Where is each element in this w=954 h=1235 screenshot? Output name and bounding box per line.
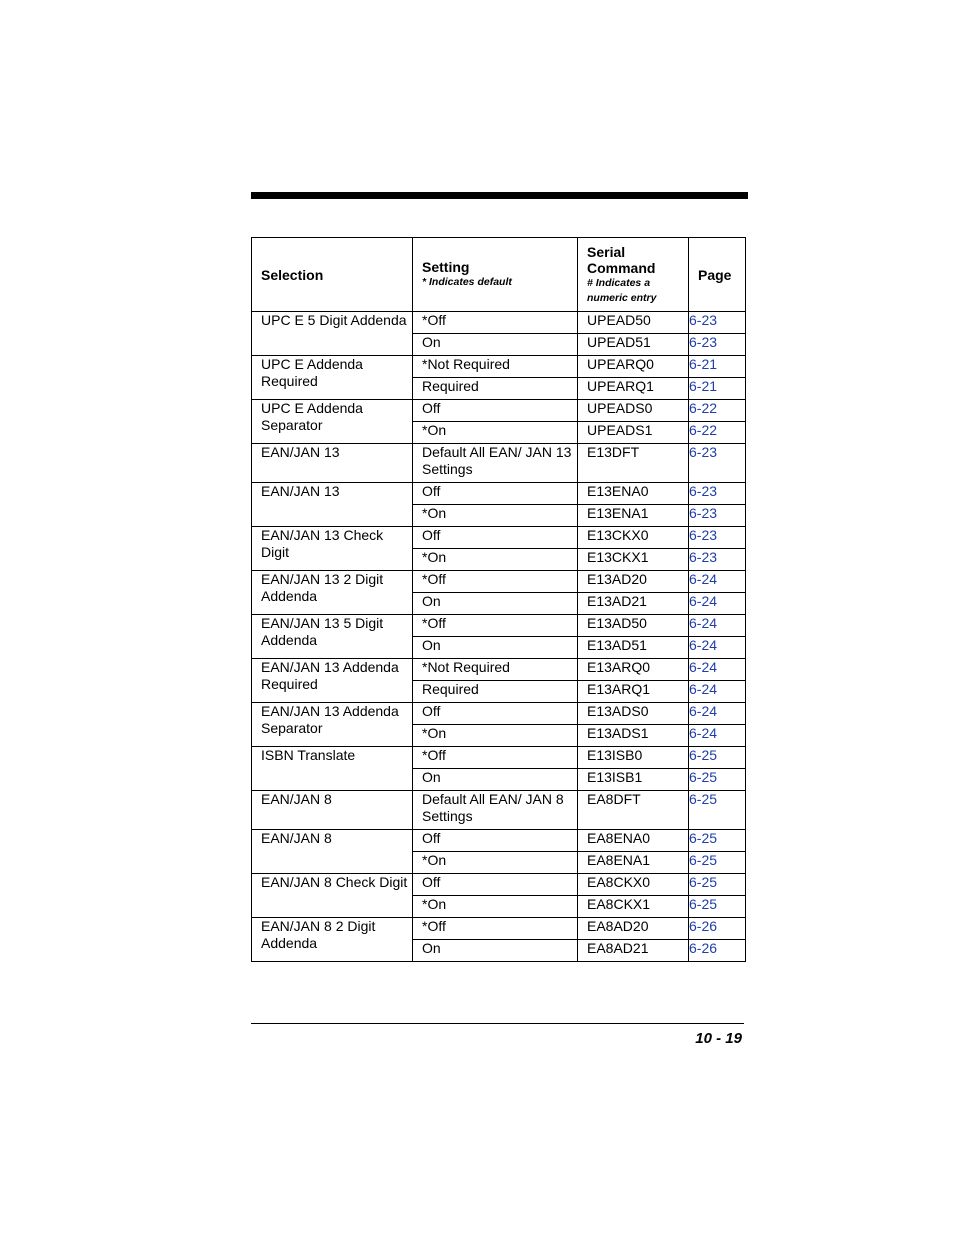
command-cell: EA8CKX1 bbox=[578, 896, 689, 918]
footer-rule bbox=[251, 1023, 744, 1024]
command-table bbox=[251, 237, 746, 962]
table-row bbox=[252, 444, 746, 483]
setting-cell: *Off bbox=[413, 615, 578, 637]
command-cell: UPEAD51 bbox=[578, 334, 689, 356]
setting-cell: Off bbox=[413, 483, 578, 505]
command-cell: EA8AD21 bbox=[578, 940, 689, 962]
command-cell: E13DFT bbox=[578, 444, 689, 483]
setting-cell: *On bbox=[413, 422, 578, 444]
page-link[interactable]: 6-24 bbox=[689, 615, 718, 631]
page-link[interactable]: 6-26 bbox=[689, 918, 718, 934]
page-cell bbox=[689, 769, 746, 791]
command-cell: E13ISB0 bbox=[578, 747, 689, 769]
selection-cell: EAN/JAN 13 2 Digit Addenda bbox=[252, 571, 413, 615]
command-cell: UPEARQ0 bbox=[578, 356, 689, 378]
setting-cell: Default All EAN/ JAN 13 Settings bbox=[413, 444, 578, 483]
table-row bbox=[252, 830, 746, 852]
page-cell bbox=[689, 725, 746, 747]
selection-cell: UPC E Addenda Required bbox=[252, 356, 413, 400]
setting-cell: *Off bbox=[413, 747, 578, 769]
setting-cell: *Off bbox=[413, 571, 578, 593]
selection-cell: EAN/JAN 8 2 Digit Addenda bbox=[252, 918, 413, 962]
page-link[interactable]: 6-21 bbox=[689, 356, 718, 372]
setting-cell: Off bbox=[413, 400, 578, 422]
page-link[interactable]: 6-24 bbox=[689, 681, 718, 697]
command-cell: E13AD21 bbox=[578, 593, 689, 615]
header-serial-note2: numeric entry bbox=[587, 291, 657, 304]
selection-cell: EAN/JAN 13 5 Digit Addenda bbox=[252, 615, 413, 659]
table-row bbox=[252, 400, 746, 422]
page-link[interactable]: 6-24 bbox=[689, 659, 718, 675]
selection-cell: EAN/JAN 13 Addenda Separator bbox=[252, 703, 413, 747]
page-cell bbox=[689, 637, 746, 659]
selection-cell: EAN/JAN 13 Check Digit bbox=[252, 527, 413, 571]
table-row bbox=[252, 615, 746, 637]
page-cell bbox=[689, 747, 746, 769]
setting-cell: Off bbox=[413, 703, 578, 725]
setting-cell: On bbox=[413, 637, 578, 659]
page-cell bbox=[689, 527, 746, 549]
header-row bbox=[252, 238, 746, 312]
page-cell bbox=[689, 571, 746, 593]
setting-cell: *Off bbox=[413, 312, 578, 334]
setting-cell: On bbox=[413, 593, 578, 615]
setting-cell: *On bbox=[413, 505, 578, 527]
header-page: Page bbox=[689, 238, 746, 312]
table-row bbox=[252, 918, 746, 940]
page-cell bbox=[689, 830, 746, 852]
page-link[interactable]: 6-25 bbox=[689, 896, 718, 912]
page-cell bbox=[689, 400, 746, 422]
top-rule bbox=[251, 192, 748, 199]
page-link[interactable]: 6-25 bbox=[689, 830, 718, 846]
page-cell bbox=[689, 703, 746, 725]
page-cell bbox=[689, 422, 746, 444]
setting-cell: On bbox=[413, 334, 578, 356]
page-link[interactable]: 6-25 bbox=[689, 791, 718, 807]
page-link[interactable]: 6-23 bbox=[689, 483, 718, 499]
table-row bbox=[252, 791, 746, 830]
page-cell bbox=[689, 681, 746, 703]
page-link[interactable]: 6-24 bbox=[689, 637, 718, 653]
page-cell bbox=[689, 940, 746, 962]
selection-cell: UPC E 5 Digit Addenda bbox=[252, 312, 413, 356]
header-serial-line2: Command bbox=[587, 259, 656, 276]
page-cell bbox=[689, 483, 746, 505]
page-cell bbox=[689, 356, 746, 378]
header-setting-note: * Indicates default bbox=[422, 276, 512, 288]
page-number: 10 - 19 bbox=[695, 1030, 742, 1047]
selection-cell: EAN/JAN 8 Check Digit bbox=[252, 874, 413, 918]
page-cell bbox=[689, 549, 746, 571]
page-link[interactable]: 6-24 bbox=[689, 593, 718, 609]
page-link[interactable]: 6-24 bbox=[689, 571, 718, 587]
command-cell: EA8AD20 bbox=[578, 918, 689, 940]
page-cell bbox=[689, 615, 746, 637]
page-link[interactable]: 6-25 bbox=[689, 769, 718, 785]
page-link[interactable]: 6-24 bbox=[689, 703, 718, 719]
page-cell bbox=[689, 896, 746, 918]
table-row bbox=[252, 571, 746, 593]
setting-cell: *Off bbox=[413, 918, 578, 940]
command-cell: E13ENA1 bbox=[578, 505, 689, 527]
header-selection: Selection bbox=[252, 238, 413, 312]
page-link[interactable]: 6-23 bbox=[689, 549, 718, 565]
page-link[interactable]: 6-23 bbox=[689, 505, 718, 521]
header-serial-line1: Serial bbox=[587, 243, 626, 260]
page-cell bbox=[689, 791, 746, 830]
header-serial-command bbox=[578, 238, 689, 312]
page-link[interactable]: 6-23 bbox=[689, 527, 718, 543]
setting-cell: *On bbox=[413, 852, 578, 874]
page-cell bbox=[689, 334, 746, 356]
table-row bbox=[252, 527, 746, 549]
command-cell: UPEADS1 bbox=[578, 422, 689, 444]
setting-cell: *Not Required bbox=[413, 356, 578, 378]
command-cell: E13AD51 bbox=[578, 637, 689, 659]
setting-cell: *On bbox=[413, 896, 578, 918]
command-cell: E13ADS1 bbox=[578, 725, 689, 747]
page-cell bbox=[689, 378, 746, 400]
setting-cell: Required bbox=[413, 681, 578, 703]
selection-cell: EAN/JAN 13 Addenda Required bbox=[252, 659, 413, 703]
setting-cell: Default All EAN/ JAN 8 Settings bbox=[413, 791, 578, 830]
command-cell: E13CKX0 bbox=[578, 527, 689, 549]
page-link[interactable]: 6-25 bbox=[689, 747, 718, 763]
command-cell: EA8ENA1 bbox=[578, 852, 689, 874]
command-cell: EA8DFT bbox=[578, 791, 689, 830]
page-link[interactable]: 6-25 bbox=[689, 852, 718, 868]
page-link[interactable]: 6-26 bbox=[689, 940, 718, 956]
selection-cell: UPC E Addenda Separator bbox=[252, 400, 413, 444]
command-cell: E13AD20 bbox=[578, 571, 689, 593]
header-serial-note1: # Indicates a bbox=[587, 276, 651, 289]
table-row bbox=[252, 747, 746, 769]
page-link[interactable]: 6-22 bbox=[689, 422, 718, 438]
command-cell: E13ENA0 bbox=[578, 483, 689, 505]
table-row bbox=[252, 356, 746, 378]
selection-cell: ISBN Translate bbox=[252, 747, 413, 791]
table-row bbox=[252, 312, 746, 334]
page-link[interactable]: 6-23 bbox=[689, 312, 718, 328]
table-row bbox=[252, 659, 746, 681]
header-setting bbox=[413, 238, 578, 312]
page-cell bbox=[689, 593, 746, 615]
page-link[interactable]: 6-22 bbox=[689, 400, 718, 416]
command-cell: E13ARQ1 bbox=[578, 681, 689, 703]
setting-cell: On bbox=[413, 940, 578, 962]
selection-cell: EAN/JAN 8 bbox=[252, 830, 413, 874]
page-cell bbox=[689, 659, 746, 681]
setting-cell: *Not Required bbox=[413, 659, 578, 681]
command-cell: E13AD50 bbox=[578, 615, 689, 637]
table-row bbox=[252, 483, 746, 505]
page-link[interactable]: 6-25 bbox=[689, 874, 718, 890]
setting-cell: Required bbox=[413, 378, 578, 400]
page-cell bbox=[689, 312, 746, 334]
command-cell: UPEAD50 bbox=[578, 312, 689, 334]
setting-cell: On bbox=[413, 769, 578, 791]
page-cell bbox=[689, 918, 746, 940]
page-cell bbox=[689, 874, 746, 896]
command-cell: E13ADS0 bbox=[578, 703, 689, 725]
setting-cell: *On bbox=[413, 549, 578, 571]
table-row bbox=[252, 874, 746, 896]
header-setting-label: Setting bbox=[422, 259, 470, 275]
setting-cell: *On bbox=[413, 725, 578, 747]
command-cell: UPEADS0 bbox=[578, 400, 689, 422]
page-link[interactable]: 6-23 bbox=[689, 334, 718, 350]
selection-cell: EAN/JAN 8 bbox=[252, 791, 413, 830]
page-cell bbox=[689, 852, 746, 874]
command-cell: E13ISB1 bbox=[578, 769, 689, 791]
setting-cell: Off bbox=[413, 830, 578, 852]
setting-cell: Off bbox=[413, 874, 578, 896]
selection-cell: EAN/JAN 13 bbox=[252, 444, 413, 483]
table-row bbox=[252, 703, 746, 725]
command-cell: E13CKX1 bbox=[578, 549, 689, 571]
selection-cell: EAN/JAN 13 bbox=[252, 483, 413, 527]
command-cell: EA8CKX0 bbox=[578, 874, 689, 896]
command-cell: EA8ENA0 bbox=[578, 830, 689, 852]
page-link[interactable]: 6-21 bbox=[689, 378, 718, 394]
page-link[interactable]: 6-24 bbox=[689, 725, 718, 741]
page-cell bbox=[689, 444, 746, 483]
page-cell bbox=[689, 505, 746, 527]
setting-cell: Off bbox=[413, 527, 578, 549]
page-link[interactable]: 6-23 bbox=[689, 444, 718, 460]
command-cell: UPEARQ1 bbox=[578, 378, 689, 400]
command-cell: E13ARQ0 bbox=[578, 659, 689, 681]
